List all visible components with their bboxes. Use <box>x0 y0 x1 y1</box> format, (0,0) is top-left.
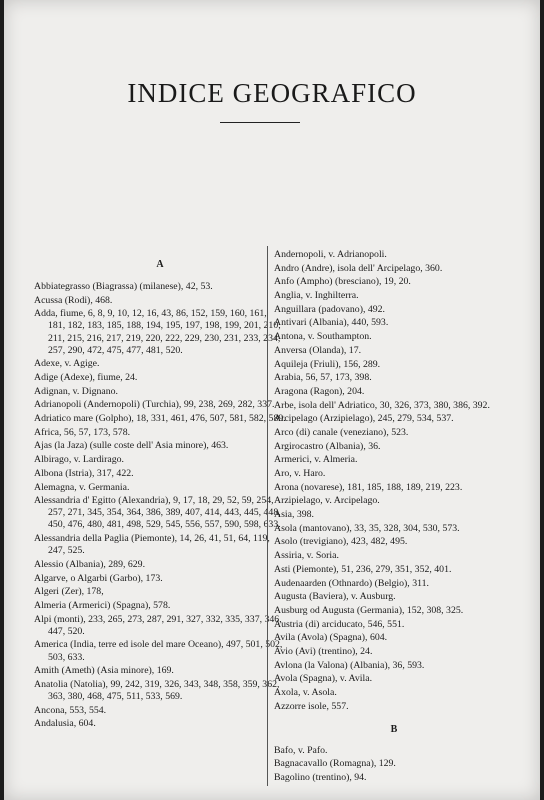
index-entry: Adexe, v. Agige. <box>34 358 100 370</box>
index-entry: Avlona (la Valona) (Albania), 36, 593. <box>274 659 425 671</box>
index-entry: Austria (di) arciducato, 546, 551. <box>274 618 405 630</box>
title-rule <box>220 122 300 123</box>
section-heading-b: B <box>390 723 398 735</box>
right-entries-top <box>274 249 514 713</box>
index-entry: Almeria (Armerici) (Spagna), 578. <box>34 599 171 611</box>
index-entry: Anatolia (Natolia), 99, 242, 319, 326, 343, 348, 358, 359, 362, 363, 380, 468, 475, 511, 533, 569. <box>34 678 280 702</box>
index-entry: Azzorre isole, 557. <box>274 700 349 712</box>
index-entry: Acussa (Rodi), 468. <box>34 294 113 306</box>
index-entry: Audenaarden (Othnardo) (Belgio), 311. <box>274 577 429 589</box>
section-heading-a: A <box>156 259 164 270</box>
index-entry: Anfo (Ampho) (bresciano), 19, 20. <box>274 276 411 288</box>
index-entry: Alessio (Albania), 289, 629. <box>34 558 146 570</box>
index-page <box>4 0 540 800</box>
index-entry: Asolo (trevigiano), 423, 482, 495. <box>274 536 408 548</box>
index-entry: Asia, 398. <box>274 509 315 521</box>
index-entry: Arona (novarese), 181, 185, 188, 189, 219, 223. <box>274 481 463 493</box>
index-entry: Aro, v. Haro. <box>274 468 326 479</box>
index-entry: Arcipelago (Arzipielago), 245, 279, 534, 537. <box>274 413 454 425</box>
index-entry: Axola, v. Asola. <box>274 687 337 698</box>
column-divider <box>267 246 268 786</box>
index-entry: Albona (Istria), 317, 422. <box>34 467 134 479</box>
index-entry: Ausburg od Augusta (Germania), 152, 308, 325. <box>274 604 464 616</box>
index-entry: Adda, fiume, 6, 8, 9, 10, 12, 16, 43, 86, 152, 159, 160, 161, 181, 182, 183, 185, 188, 194, 195, 197, 198, 199, 201, 210, 211, 215, 216, 217, 219, 220, 222, 229, 230, 231, 233, 234, 257, 290, 472, 475, 477, 481, 520. <box>34 308 281 356</box>
index-entry: Arabia, 56, 57, 173, 398. <box>274 372 372 384</box>
index-entry: Augusta (Baviera), v. Ausburg. <box>274 591 396 603</box>
index-entry: Armerici, v. Almeria. <box>274 454 358 466</box>
index-entry: Adrianopoli (Andernopoli) (Turchia), 99, 238, 269, 282, 337. <box>34 399 275 411</box>
index-entry: Alemagna, v. Germania. <box>34 481 130 493</box>
index-entry: Algarve, o Algarbi (Garbo), 173. <box>34 572 163 584</box>
index-entry: Aragona (Ragon), 204. <box>274 385 365 397</box>
index-entry: Alessandria della Paglia (Piemonte), 14, 26, 41, 51, 64, 119, 247, 525. <box>34 533 270 557</box>
index-entry: Adriatico mare (Golpho), 18, 331, 461, 476, 507, 581, 582, 589. <box>34 413 286 425</box>
index-entry: Alessandria d' Egitto (Alexandria), 9, 17, 18, 29, 52, 59, 254, 257, 271, 345, 354, 364, 386, 389, 407, 414, 443, 445, 448, 450, 476, 480, 481, 498, 529, 545, 556, 557, 590, 598, 633. <box>34 495 281 531</box>
index-entry: Antivari (Albania), 440, 593. <box>274 317 389 329</box>
index-entry: Bafo, v. Pafo. <box>274 744 328 756</box>
index-entry: Ancona, 553, 554. <box>34 704 107 716</box>
index-entry: Arbe, isola dell' Adriatico, 30, 326, 373, 380, 386, 392. <box>274 399 490 411</box>
index-entry: Abbiategrasso (Biagrassa) (milanese), 42, 53. <box>34 281 213 292</box>
index-entry: Assiria, v. Soria. <box>274 550 339 562</box>
index-entry: Arco (di) canale (veneziano), 523. <box>274 426 409 438</box>
index-entry: Avio (Avi) (trentino), 24. <box>274 645 373 657</box>
index-entry: Algeri (Zer), 178, <box>34 586 104 598</box>
index-entry: Alpi (monti), 233, 265, 273, 287, 291, 327, 332, 335, 337, 346, 447, 520. <box>34 613 282 637</box>
page-title: INDICE GEOGRAFICO <box>127 78 417 108</box>
index-entry: Adige (Adexe), fiume, 24. <box>34 372 138 384</box>
index-entry: Bagnacavallo (Romagna), 129. <box>274 758 396 770</box>
index-entry: Andalusia, 604. <box>34 718 96 730</box>
index-entry: Amith (Ameth) (Asia minore), 169. <box>34 665 174 677</box>
index-entry: Bagolino (trentino), 94. <box>274 772 367 784</box>
index-entry: Adignan, v. Dignano. <box>34 385 118 397</box>
index-entry: Avola (Spagna), v. Avila. <box>274 673 373 685</box>
index-entry: Andro (Andre), isola dell' Arcipelago, 360. <box>274 262 443 274</box>
index-entry: Argirocastro (Albania), 36. <box>274 440 381 452</box>
right-entries-bottom <box>274 745 514 784</box>
index-entry: Avila (Avola) (Spagna), 604. <box>274 632 388 644</box>
index-entry: Ajas (la Jaza) (sulle coste dell' Asia minore), 463. <box>34 440 229 452</box>
index-entry: Anguillara (padovano), 492. <box>274 303 385 315</box>
right-column <box>274 249 514 786</box>
index-entry: Africa, 56, 57, 173, 578. <box>34 426 131 438</box>
index-entry: Anglia, v. Inghilterra. <box>274 290 359 302</box>
index-entry: Anversa (Olanda), 17. <box>274 344 362 356</box>
index-entry: Arzipielago, v. Arcipelago. <box>274 495 380 507</box>
left-column <box>34 246 286 732</box>
index-entry: Antona, v. Southampton. <box>274 331 372 343</box>
index-entry: Aquileja (Friuli), 156, 289. <box>274 358 381 370</box>
index-entry: Albirago, v. Lardirago. <box>34 454 124 466</box>
index-entry: Asti (Piemonte), 51, 236, 279, 351, 352, 401. <box>274 563 452 575</box>
index-entry: Asola (mantovano), 33, 35, 328, 304, 530, 573. <box>274 522 460 534</box>
index-entry: America (India, terre ed isole del mare Oceano), 497, 501, 502, 503, 633. <box>34 639 283 663</box>
index-entry: Andernopoli, v. Adrianopoli. <box>274 249 387 260</box>
